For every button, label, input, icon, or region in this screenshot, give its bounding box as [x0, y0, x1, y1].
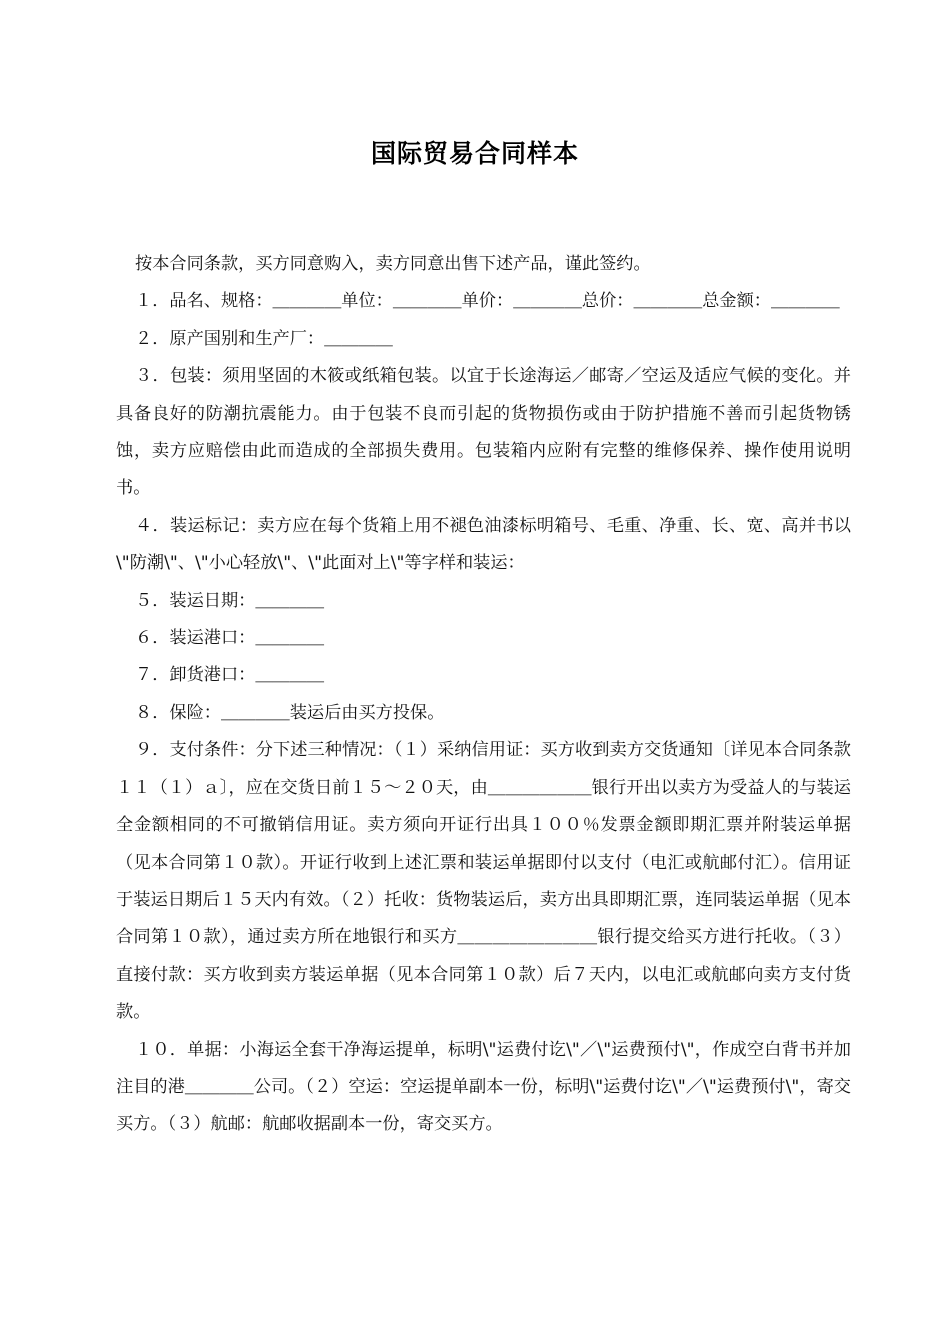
intro-paragraph: 按本合同条款，买方同意购入，卖方同意出售下述产品，谨此签约。: [135, 254, 651, 274]
clause-4-shipping-marks: ４．装运标记：卖方应在每个货箱上用不褪色油漆标明箱号、毛重、净重、长、宽、高并书以\"防潮\"、\"小心轻放\"、\"此面对上\"等字样和装运：: [116, 515, 851, 574]
clause-9-payment: ９．支付条件：分下述三种情况：（１）采纳信用证：买方收到卖方交货通知〔详见本合同条款１１（１）ａ〕，应在交货日前１５～２０天，由＿＿＿＿＿＿银行开出以卖方为受益人的与装运全金额相同的不可撤销信用证。卖方须向开证行出具１００％发票金额即期汇票并附装运单据（见本合同第１０款）。开证行收到上述汇票和装运单据即付以支付（电汇或航邮付汇）。信用证于装运日期后１５天内有效。（２）托收：货物装运后，卖方出具即期汇票，连同装运单据（见本合同第１０款），通过卖方所在地银行和买方＿＿＿＿＿＿＿＿银行提交给买方进行托收。（３）直接付款：买方收到卖方装运单据（见本合同第１０款）后７天内，以电汇或航邮向卖方支付货款。: [116, 740, 851, 1023]
document-title: 国际贸易合同样本: [370, 139, 579, 168]
clause-1-product-spec: １．品名、规格：＿＿＿＿单位：＿＿＿＿单价：＿＿＿＿总价：＿＿＿＿总金额：＿＿＿＿: [135, 291, 840, 312]
clause-10-documents: １０．单据：小海运全套干净海运提单，标明\"运费付讫\"／\"运费预付\"，作成空白背书并加注目的港＿＿＿＿公司。（２）空运：空运提单副本一份，标明\"运费付讫\"／\"运费预付\"，寄交买方。（３）航邮：航邮收据副本一份，寄交买方。: [116, 1039, 851, 1135]
clause-7-discharge-port: ７．卸货港口：＿＿＿＿: [135, 665, 325, 686]
contract-body: [116, 246, 851, 1144]
clause-2-origin: ２．原产国别和生产厂：＿＿＿＿: [135, 328, 393, 349]
clause-5-shipment-date: ５．装运日期：＿＿＿＿: [135, 590, 325, 611]
clause-8-insurance: ８．保险：＿＿＿＿装运后由买方投保。: [135, 702, 445, 723]
clause-3-packing: ３．包装：须用坚固的木筱或纸箱包装。以宜于长途海运／邮寄／空运及适应气候的变化。并具备良好的防潮抗震能力。由于包装不良而引起的货物损伤或由于防护措施不善而引起货物锈蚀，卖方应赔偿由此而造成的全部损失费用。包装箱内应附有完整的维修保养、操作使用说明书。: [116, 366, 851, 499]
clause-6-loading-port: ６．装运港口：＿＿＿＿: [135, 628, 325, 649]
